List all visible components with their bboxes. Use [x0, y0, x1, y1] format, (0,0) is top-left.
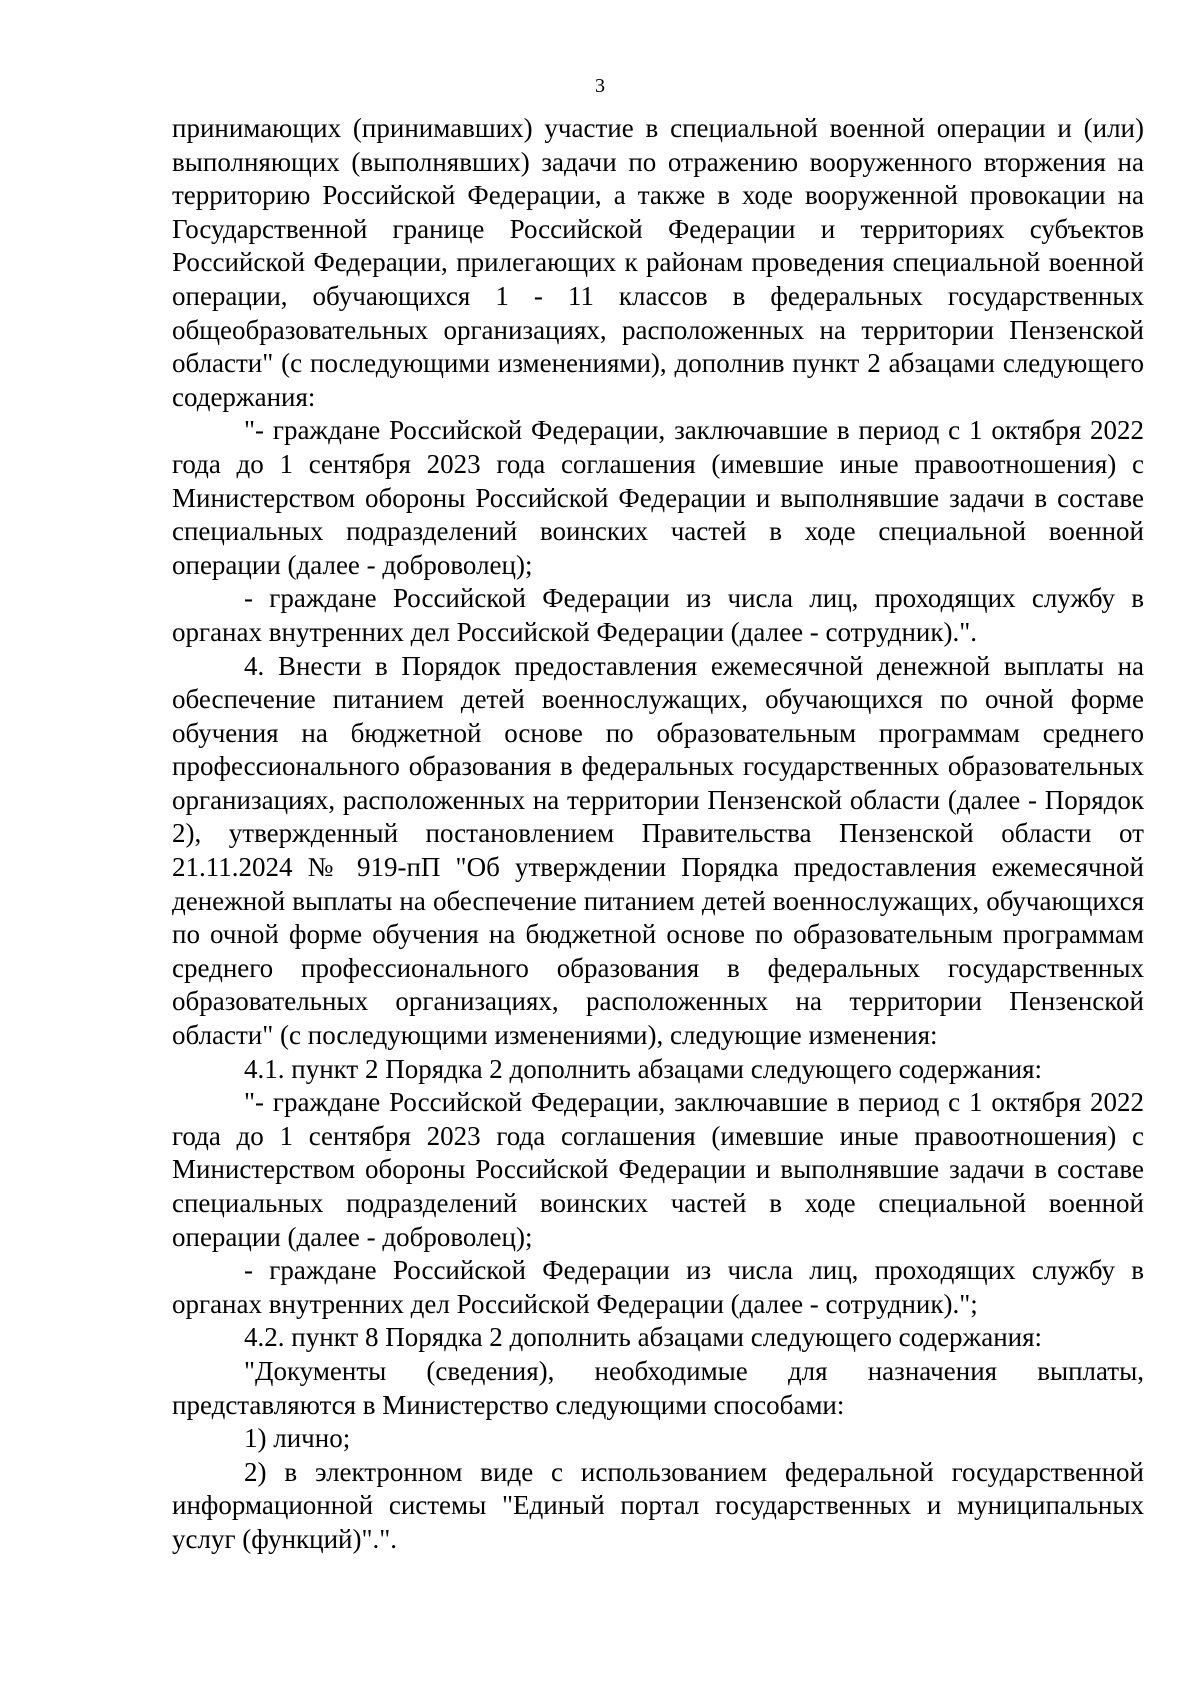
page-number: 3	[595, 75, 605, 97]
paragraph-method-1: 1) лично;	[244, 1423, 351, 1454]
paragraph-employee-definition-2: - граждане Российской Федерации из числа лиц, проходящих службу в органах внутренних дел Российской Федерации (далее - сотрудник).";	[172, 1255, 1144, 1319]
document-body	[172, 112, 1144, 1557]
paragraph-item-4: 4. Внести в Порядок предоставления ежемесячной денежной выплаты на обеспечение питанием детей военнослужащих, обучающихся по очной форме обучения на бюджетной основе по образовательным программам среднего профессионального образования в федеральных государственных образовательных организациях, расположенных на территории Пензенской области (далее - Порядок 2), утвержденный постановлением Правительства Пензенской области от 21.11.2024 № 919-пП "Об утверждении Порядка предоставления ежемесячной денежной выплаты на обеспечение питанием детей военнослужащих, обучающихся по очной форме обучения на бюджетной основе по образовательным программам среднего профессионального образования в федеральных государственных образовательных организациях, расположенных на территории Пензенской области" (с последующими изменениями), следующие изменения:	[172, 650, 1144, 1051]
paragraph-item-4-1: 4.1. пункт 2 Порядка 2 дополнить абзацами следующего содержания:	[244, 1053, 1043, 1084]
paragraph-method-2: 2) в электронном виде с использованием федеральной государственной информационной системы "Единый портал государственных и муниципальных услуг (функций)".".	[172, 1456, 1144, 1554]
paragraph-employee-definition: - граждане Российской Федерации из числа лиц, проходящих службу в органах внутренних дел Российской Федерации (далее - сотрудник).".	[172, 583, 1144, 647]
paragraph-continuation: принимающих (принимавших) участие в специальной военной операции и (или) выполняющих (выполнявших) задачи по отражению вооруженного вторжения на территорию Российской Федерации, а также в ходе вооруженной провокации на Государственной границе Российской Федерации и территориях субъектов Российской Федерации, прилегающих к районам проведения специальной военной операции, обучающихся 1 - 11 классов в федеральных государственных общеобразовательных организациях, расположенных на территории Пензенской области" (с последующими изменениями), дополнив пункт 2 абзацами следующего содержания:	[172, 113, 1144, 412]
paragraph-volunteer-definition-2: "- граждане Российской Федерации, заключавшие в период с 1 октября 2022 года до 1 сентября 2023 года соглашения (имевшие иные правоотношения) с Министерством обороны Российской Федерации и выполнявшие задачи в составе специальных подразделений воинских частей в ходе специальной военной операции (далее - доброволец);	[172, 1087, 1144, 1252]
paragraph-volunteer-definition: "- граждане Российской Федерации, заключавшие в период с 1 октября 2022 года до 1 сентября 2023 года соглашения (имевшие иные правоотношения) с Министерством обороны Российской Федерации и выполнявшие задачи в составе специальных подразделений воинских частей в ходе специальной военной операции (далее - доброволец);	[172, 415, 1144, 580]
paragraph-item-4-2: 4.2. пункт 8 Порядка 2 дополнить абзацами следующего содержания:	[244, 1322, 1043, 1353]
paragraph-documents: "Документы (сведения), необходимые для назначения выплаты, представляются в Министерство следующими способами:	[172, 1355, 1144, 1420]
